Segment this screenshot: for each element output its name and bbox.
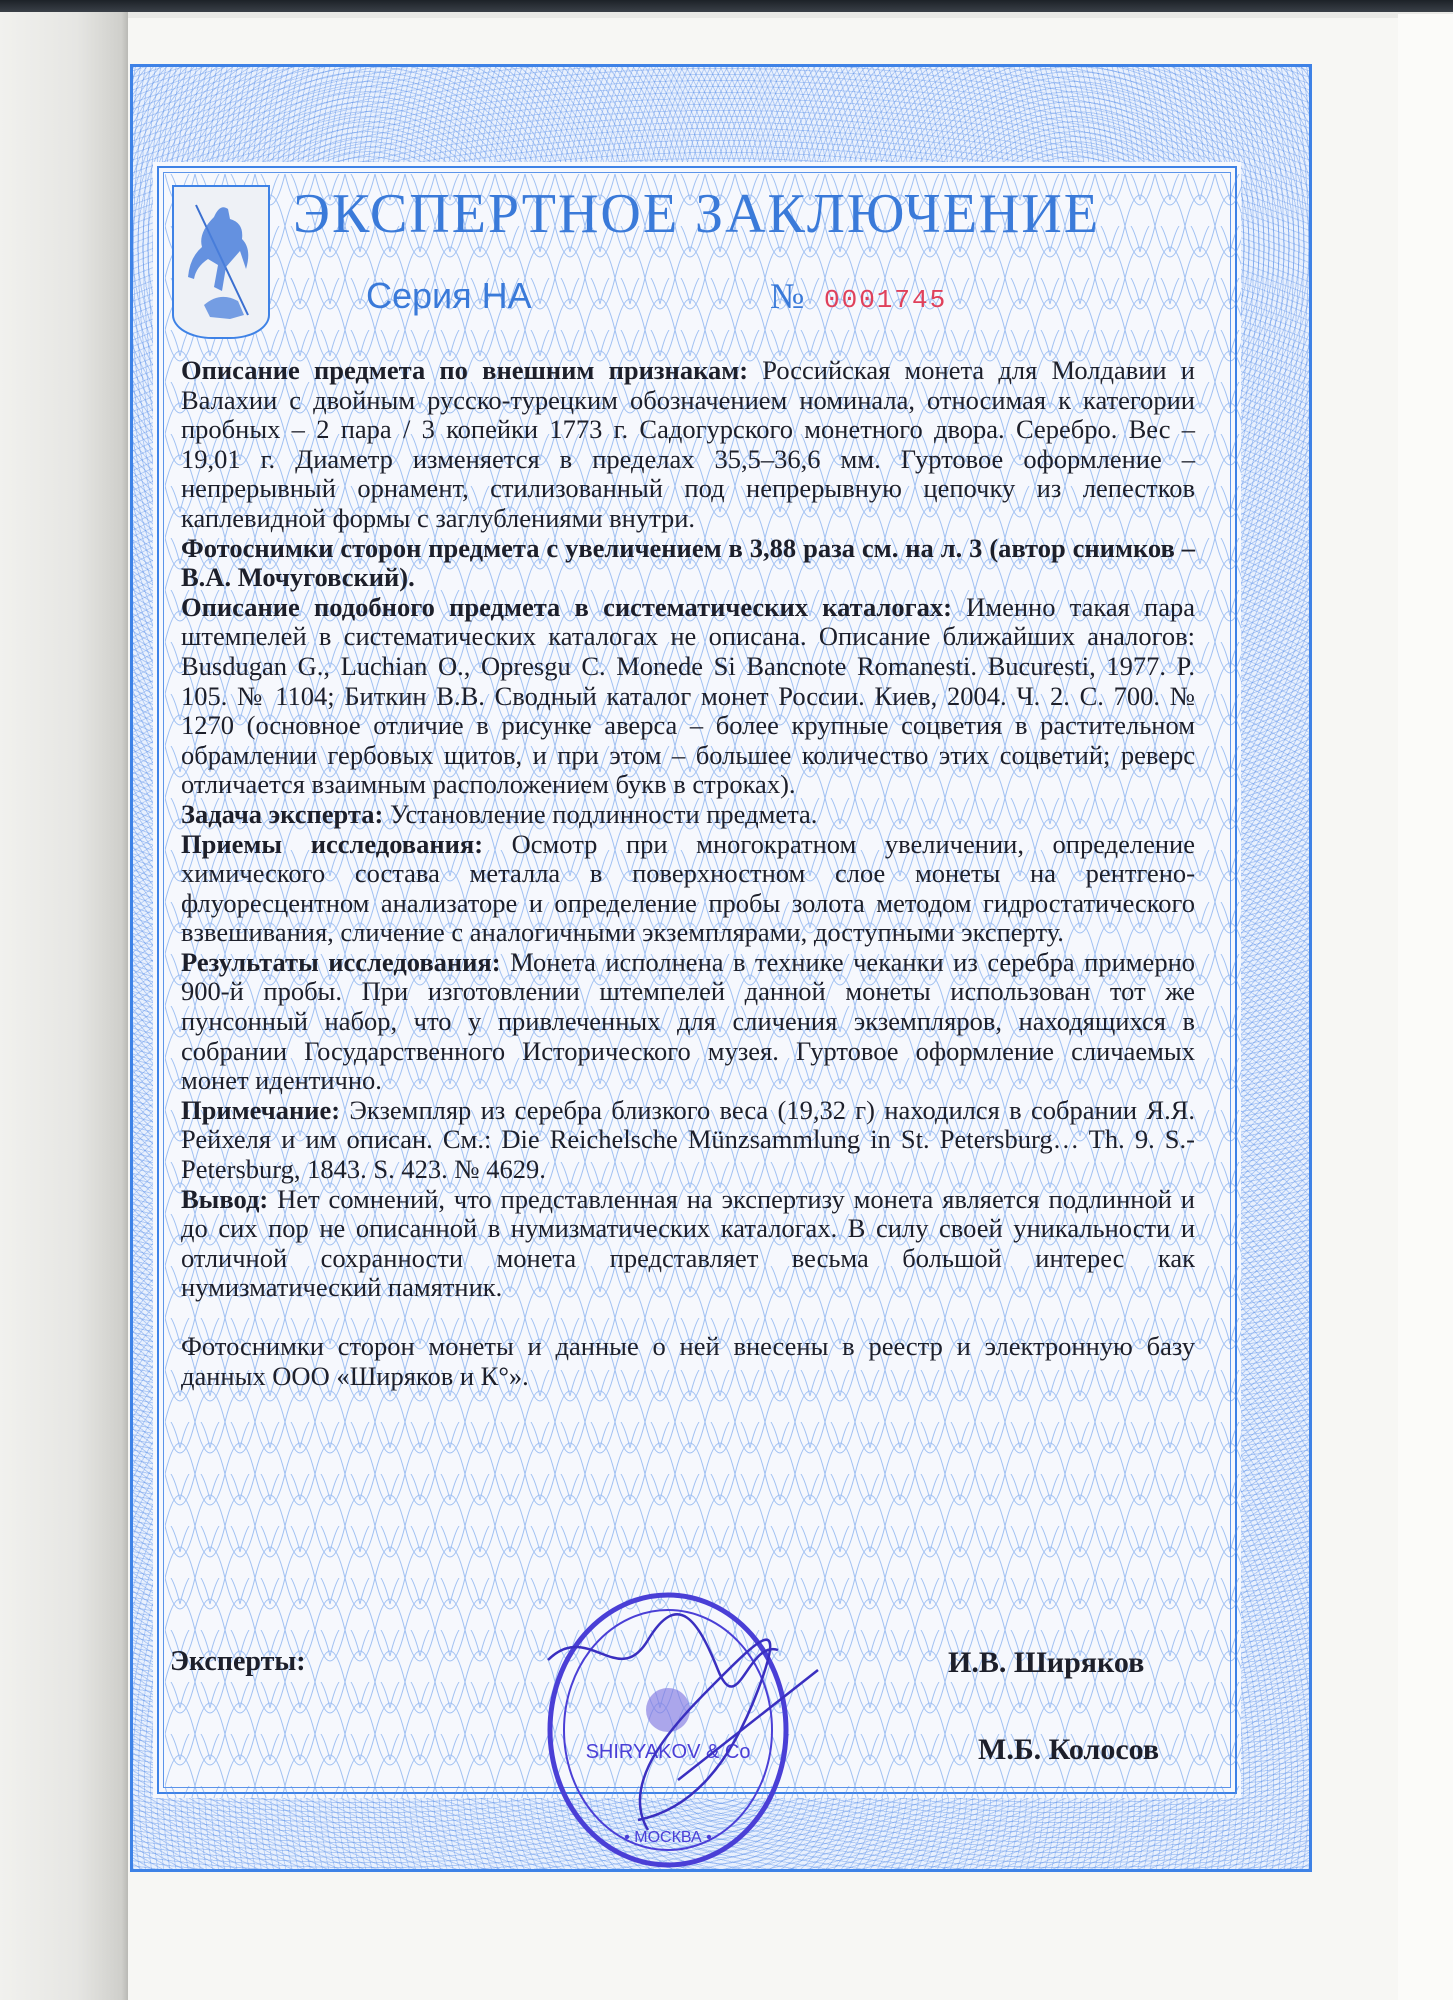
series-label: Серия НА: [366, 275, 532, 316]
section-methods: Приемы исследования: Осмотр при многократном увеличении, определение химического состава металла в поверхностном слое монеты на рентгено-флуоресцентном анализаторе и определение пробы золота методом гидростатического взвешивания, сличение с аналогичными экземплярами, доступными эксперту.: [181, 828, 1195, 948]
section-expert-task: Задача эксперта: Установление подлинности предмета.: [181, 798, 818, 829]
document-title: ЭКСПЕРТНОЕ ЗАКЛЮЧЕНИЕ: [293, 183, 1100, 245]
section-conclusion: Вывод: Нет сомнений, что представленная на экспертизу монета является подлинной и до сих пор не описанной в нумизматических каталогах. В силу своей уникальности и отличной сохранности монета представляет весьма большой интерес как нумизматический памятник.: [181, 1183, 1195, 1303]
serial-number: 0001745: [824, 285, 948, 315]
registry-note: Фотоснимки сторон монеты и данные о ней внесены в реестр и электронную базу данных ООО «Ширяков и К°».: [181, 1331, 1195, 1391]
section-note: Примечание: Экземпляр из серебра близкого веса (19,32 г) находился в собрании Я.Я. Рейхеля и им описан. См.: Die Reichelsche Münzsammlung in St. Petersburg… Th. 9. S.-Petersburg, 1843. S. 423. № 4629.: [181, 1094, 1195, 1185]
scan-top-edge: [0, 0, 1453, 12]
experts-label: Эксперты:: [170, 1646, 306, 1677]
moscow-coat-of-arms-icon: [172, 185, 270, 339]
expert-name-1: И.В. Ширяков: [948, 1646, 1145, 1679]
company-stamp: [528, 1580, 828, 1880]
left-page: [0, 12, 128, 2000]
page-edge: [1398, 14, 1453, 2000]
stamp-logo-icon: [646, 1688, 690, 1732]
expert-name-2: М.Б. Колосов: [978, 1733, 1160, 1766]
section-results: Результаты исследования: Монета исполнена в технике чеканки из серебра примерно 900-й пробы. При изготовлении штемпелей данной монеты использован тот же пунсонный набор, что у привлеченных для сличения экземпляров, находящихся в собрании Государственного Исторического музея. Гуртовое оформление сличаемых монет идентично.: [181, 946, 1195, 1096]
stamp-bottom-text: • МОСКВА •: [624, 1829, 712, 1846]
section-photos: Фотоснимки сторон предмета с увеличением в 3,88 раза см. на л. 3 (автор снимков – В.А. Мочуговский).: [181, 532, 1195, 593]
number-sign: №: [770, 276, 805, 316]
document-body: [181, 356, 1195, 1391]
section-catalog-description: Описание подобного предмета в систематических каталогах: Именно такая пара штемпелей в систематических каталогах не описана. Описание ближайших аналогов: Busdugan G., Luchian O., Opresgu C. Monede Si Bancnote Romanesti. Bucuresti, 1977. P. 105. № 1104; Биткин В.В. Сводный каталог монет России. Киев, 2004. Ч. 2. С. 700. № 1270 (основное отличие в рисунке аверса – более крупные соцветия в растительном обрамлении гербовых щитов, и при этом – большее количество этих соцветий; реверс отличается взаимным расположением букв в строках).: [181, 591, 1195, 800]
stamp-center-text: SHIRYAKOV & Co: [585, 1741, 751, 1763]
section-external-description: Описание предмета по внешним признакам: Российская монета для Молдавии и Валахии с двойным русско-турецким обозначением номинала, относимая к категории пробных – 2 пара / 3 копейки 1773 г. Садогурского монетного двора. Серебро. Вес – 19,01 г. Диаметр изменяется в пределах 35,5–36,6 мм. Гуртовое оформление – непрерывный орнамент, стилизованный под непрерывную цепочку из лепестков каплевидной формы с заглублениями внутри.: [181, 355, 1195, 533]
